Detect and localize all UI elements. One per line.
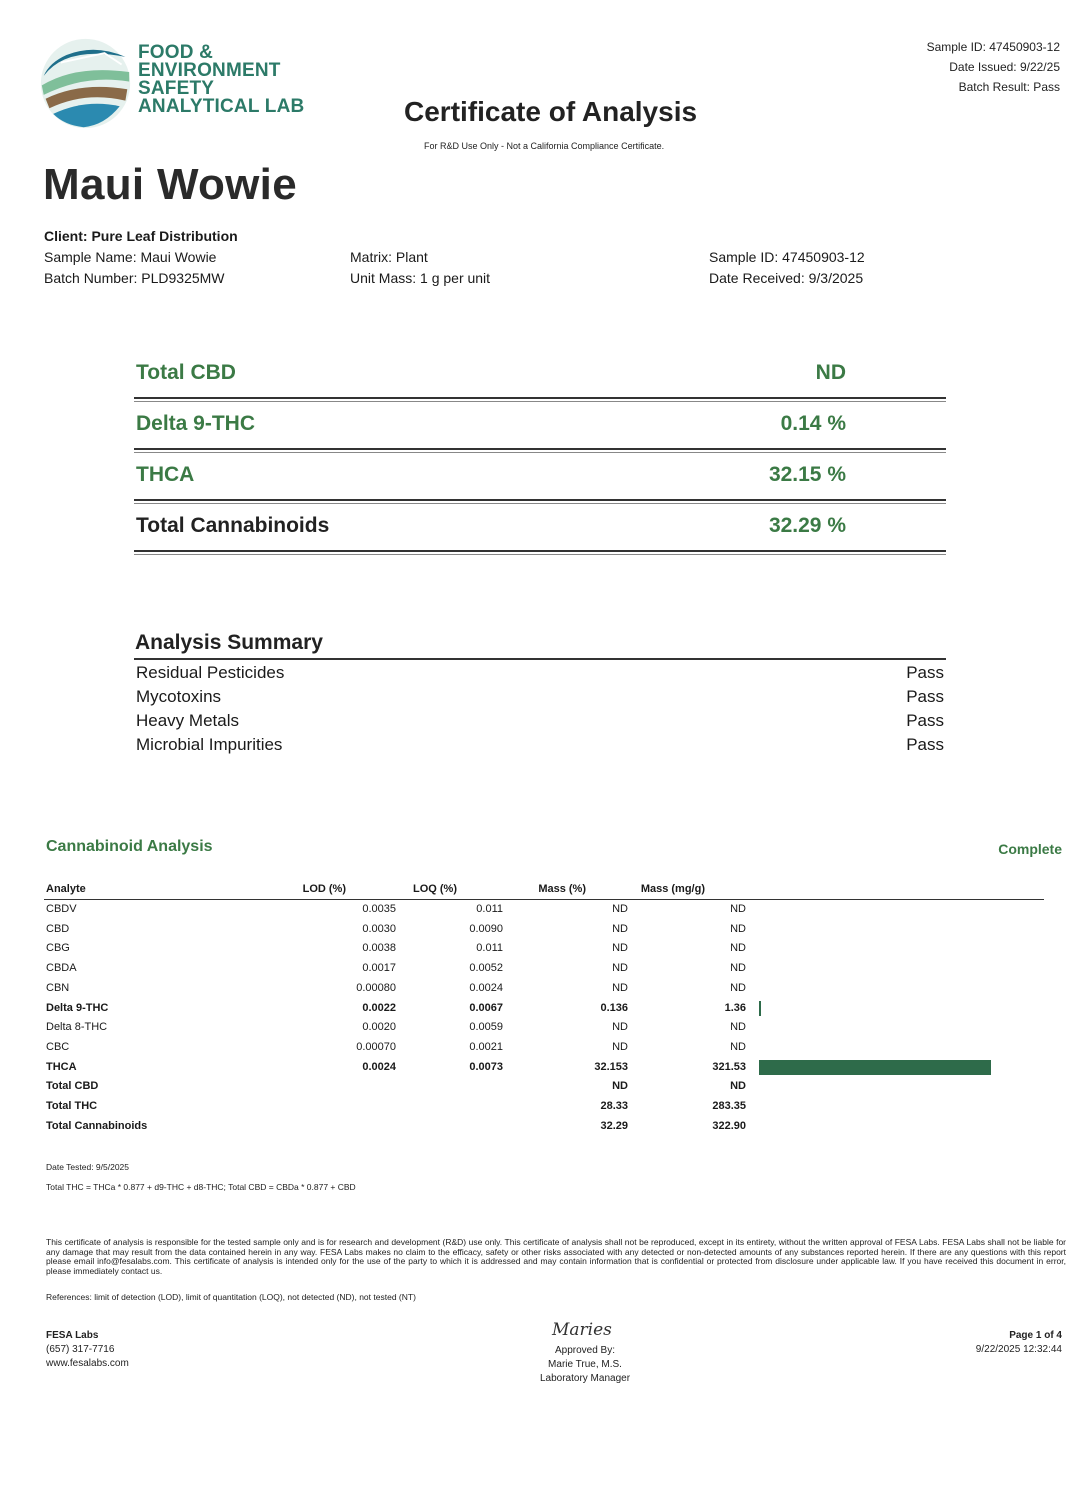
matrix: Matrix: Plant <box>350 249 428 265</box>
mass-mg-cell: ND <box>730 1080 746 1093</box>
lod-cell: 0.0035 <box>362 903 396 915</box>
lab-name-line: SAFETY <box>138 78 215 99</box>
mass-mg-cell: ND <box>730 981 746 994</box>
loq-cell: 0.0067 <box>469 1001 503 1014</box>
col-header-analyte: Analyte <box>46 883 86 895</box>
loq-cell: 0.011 <box>476 903 503 915</box>
lab-name-line: ENVIRONMENT <box>138 60 281 81</box>
potency-row-thca <box>134 451 946 501</box>
potency-label: Total CBD <box>136 361 236 384</box>
potency-value: ND <box>815 361 846 384</box>
unit-mass: Unit Mass: 1 g per unit <box>350 270 491 286</box>
meta-col-3 <box>709 247 865 289</box>
mass-pct-cell: 32.153 <box>594 1060 628 1073</box>
table-row <box>46 1117 996 1137</box>
table-row <box>46 959 996 979</box>
mass-mg-cell: ND <box>730 922 746 935</box>
col-header-mass-pct: Mass (%) <box>538 883 586 895</box>
mass-bar <box>759 1001 761 1016</box>
lod-cell: 0.00070 <box>356 1040 396 1053</box>
mass-pct-cell: ND <box>612 1040 628 1053</box>
mass-pct-cell: ND <box>612 1080 628 1093</box>
meta-col-2 <box>350 247 490 289</box>
loq-cell: 0.0024 <box>469 981 503 994</box>
mass-bar <box>759 1060 991 1075</box>
lab-name-line: ANALYTICAL LAB <box>138 96 305 117</box>
table-row <box>46 939 996 959</box>
footer-approval <box>535 1344 635 1386</box>
loq-cell: 0.0090 <box>469 922 503 935</box>
col-header-mass-mg: Mass (mg/g) <box>640 883 705 895</box>
potency-row-delta9 <box>134 400 946 450</box>
analyte-cell: CBN <box>46 981 70 994</box>
mass-pct-cell: ND <box>612 942 628 955</box>
sample-id: Sample ID: 47450903-12 <box>709 249 865 265</box>
analyte-cell: Delta 8-THC <box>46 1021 108 1034</box>
loq-cell: 0.0021 <box>469 1040 503 1053</box>
mass-pct-cell: ND <box>612 981 628 994</box>
summary-result: Pass <box>906 687 944 706</box>
mass-pct-cell: 0.136 <box>600 1001 628 1014</box>
summary-label: Heavy Metals <box>136 711 239 730</box>
mass-mg-cell: ND <box>730 903 746 915</box>
summary-row <box>136 663 944 687</box>
table-row <box>46 1097 996 1117</box>
approver-title: Laboratory Manager <box>539 1373 631 1384</box>
cannabinoid-analysis-status: Complete <box>998 841 1062 857</box>
date-received: Date Received: 9/3/2025 <box>709 270 864 286</box>
potency-value: 32.15 % <box>768 463 846 486</box>
potency-value: 0.14 % <box>780 412 846 435</box>
lod-cell: 0.0038 <box>362 942 396 955</box>
references: References: limit of detection (LOD), limit of quantitation (LOQ), not detected (ND), not tested (NT) <box>46 1292 416 1302</box>
lod-cell: 0.0030 <box>362 922 396 935</box>
table-row <box>46 920 996 940</box>
summary-row <box>136 735 944 759</box>
analyte-cell: Total CBD <box>46 1080 99 1093</box>
analysis-summary-title: Analysis Summary <box>135 631 323 654</box>
potency-value: 32.29 % <box>768 514 846 537</box>
footer-website: www.fesalabs.com <box>46 1358 129 1369</box>
loq-cell: 0.0059 <box>469 1021 503 1034</box>
summary-label: Microbial Impurities <box>136 735 283 754</box>
lod-cell: 0.0020 <box>362 1021 396 1034</box>
footer-company-name: FESA Labs <box>46 1330 99 1341</box>
mass-mg-cell: ND <box>730 942 746 955</box>
analyte-cell: CBDV <box>46 903 77 915</box>
print-timestamp: 9/22/2025 12:32:44 <box>975 1344 1062 1355</box>
footer-phone: (657) 317-7716 <box>46 1344 115 1355</box>
disclaimer: This certificate of analysis is responsible for the tested sample only and is for research and development (R&D) use only. This certificate of analysis shall not be reproduced, except in its entirety, without the written approval of FESA Labs. FESA Labs shall not be liable for any damage that may result from the data contained herein in any way. FESA Labs makes no claim to the efficacy, safety or other risks associated with any detected or non-detected amounts of any substances reported herein. If there are any questions with this report please email info@fesalabs.com. This certificate of analysis is intended only for the use of the party to which it is addressed and may contain information that is confidential or protected from disclosure under applicable law. If you have received this document in error, please immediately contact us. <box>46 1237 1066 1276</box>
page-number: Page 1 of 4 <box>1009 1330 1062 1341</box>
lod-cell: 0.0024 <box>362 1060 396 1073</box>
analyte-cell: CBG <box>46 942 70 955</box>
summary-label: Mycotoxins <box>136 687 222 706</box>
mass-mg-cell: 1.36 <box>724 1001 746 1014</box>
mass-pct-cell: ND <box>612 1021 628 1034</box>
mass-mg-cell: 283.35 <box>712 1100 746 1112</box>
sample-name: Sample Name: Maui Wowie <box>44 249 217 265</box>
summary-result: Pass <box>906 711 944 730</box>
lab-logo <box>38 36 133 131</box>
rd-note: For R&D Use Only - Not a California Compliance Certificate. <box>424 141 665 151</box>
mass-mg-cell: 322.90 <box>712 1119 746 1132</box>
summary-result: Pass <box>906 735 944 754</box>
mass-mg-cell: ND <box>730 1040 746 1053</box>
mass-mg-cell: 321.53 <box>712 1060 746 1073</box>
table-row <box>46 999 996 1019</box>
mass-pct-cell: ND <box>612 903 628 915</box>
summary-result: Pass <box>906 663 944 682</box>
client-name: Client: Pure Leaf Distribution <box>44 228 238 244</box>
mass-pct-cell: 28.33 <box>600 1100 628 1112</box>
analyte-cell: Total THC <box>46 1100 98 1112</box>
analyte-cell: Delta 9-THC <box>46 1001 109 1014</box>
mass-mg-cell: ND <box>730 1021 746 1034</box>
potency-label: THCA <box>136 463 195 486</box>
potency-label: Delta 9-THC <box>136 412 256 435</box>
batch-number: Batch Number: PLD9325MW <box>44 270 225 286</box>
table-row <box>46 900 996 920</box>
loq-cell: 0.011 <box>476 942 503 955</box>
lod-cell: 0.0017 <box>362 962 396 975</box>
loq-cell: 0.0073 <box>469 1060 503 1073</box>
table-row <box>46 1077 996 1097</box>
meta-col-1 <box>44 247 225 289</box>
header-info <box>927 37 1060 97</box>
product-name: Maui Wowie <box>43 160 297 209</box>
lab-name <box>138 44 304 116</box>
certificate-title: Certificate of Analysis <box>404 96 698 127</box>
lab-name-line: FOOD & <box>138 42 214 63</box>
summary-label: Residual Pesticides <box>136 663 285 682</box>
table-row <box>46 1038 996 1058</box>
header-date-issued: Date Issued: 9/22/25 <box>949 60 1060 74</box>
col-header-loq: LOQ (%) <box>413 883 457 895</box>
header-batch-result: Batch Result: Pass <box>958 80 1060 94</box>
cannabinoid-analysis-title: Cannabinoid Analysis <box>46 838 213 855</box>
loq-cell: 0.0052 <box>469 962 503 975</box>
footer-page-info <box>976 1329 1062 1357</box>
potency-label: Total Cannabinoids <box>136 514 330 537</box>
analyte-cell: Total Cannabinoids <box>46 1119 148 1132</box>
mass-pct-cell: ND <box>612 922 628 935</box>
footer-company <box>46 1329 129 1371</box>
date-tested: Date Tested: 9/5/2025 <box>46 1162 130 1172</box>
approver-name: Marie True, M.S. <box>548 1359 622 1370</box>
analyte-cell: CBD <box>46 922 70 935</box>
summary-row <box>136 711 944 735</box>
approved-by-label: Approved By: <box>554 1345 616 1356</box>
summary-row <box>136 687 944 711</box>
approver-signature: Maries <box>552 1320 612 1340</box>
potency-row-total-cbd <box>134 349 946 399</box>
col-header-lod: LOD (%) <box>302 883 346 895</box>
total-formula: Total THC = THCa * 0.877 + d9-THC + d8-THC; Total CBD = CBDa * 0.877 + CBD <box>46 1182 356 1192</box>
analyte-cell: CBDA <box>46 962 77 975</box>
potency-row-total-cannabinoids <box>134 502 946 552</box>
analyte-cell: THCA <box>46 1060 77 1073</box>
mass-pct-cell: 32.29 <box>600 1119 628 1132</box>
header-sample-id: Sample ID: 47450903-12 <box>926 40 1060 54</box>
analysis-summary-divider <box>134 658 946 660</box>
lod-cell: 0.0022 <box>362 1001 396 1014</box>
analyte-cell: CBC <box>46 1040 70 1053</box>
mass-mg-cell: ND <box>730 962 746 975</box>
table-row <box>46 979 996 999</box>
table-row <box>46 1058 996 1078</box>
mass-pct-cell: ND <box>612 962 628 975</box>
table-row <box>46 1018 996 1038</box>
lod-cell: 0.00080 <box>356 981 396 994</box>
